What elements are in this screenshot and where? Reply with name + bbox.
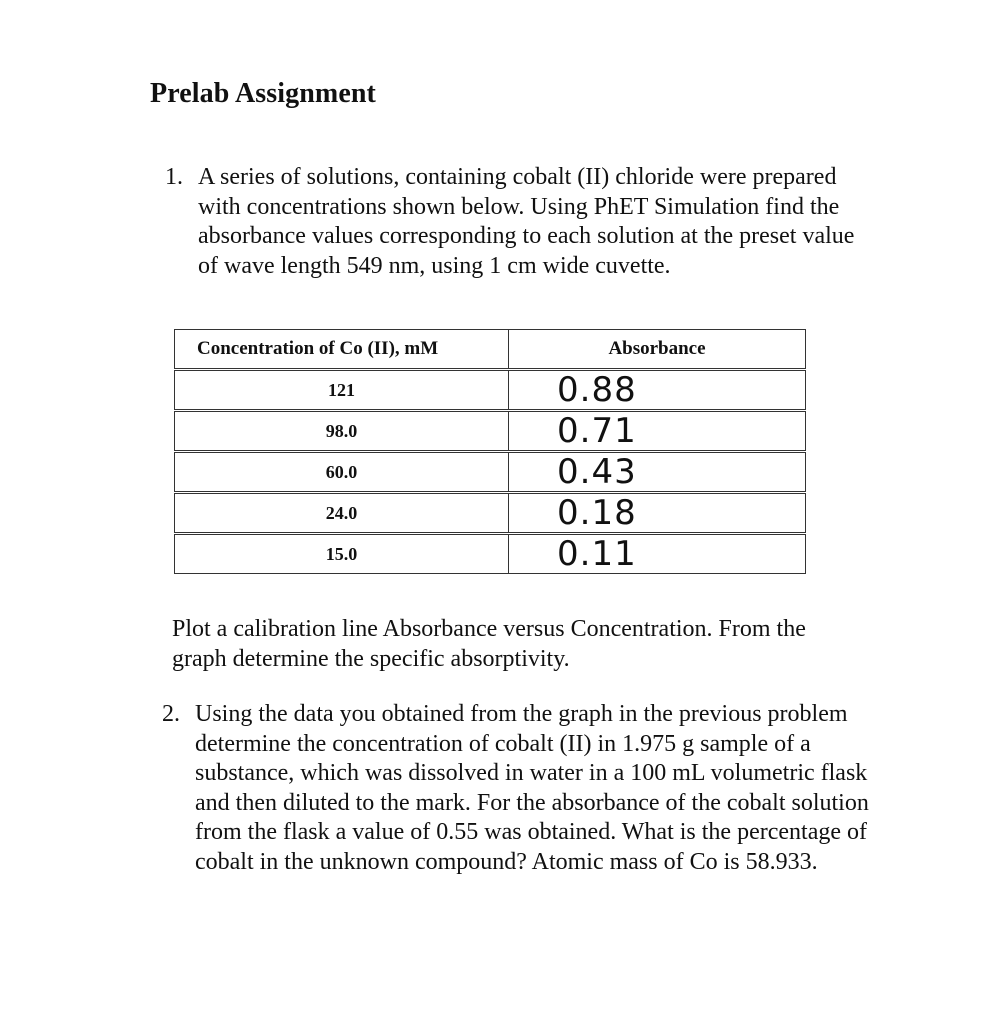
question-2-text: Using the data you obtained from the graph in the previous problem determine the concentration of cobalt (II) in 1.975 g sample of a substance, which was dissolved in water in a 100 mL volumetric flask and then diluted to the mark. For the absorbance of the cobalt solution from the flask a value of 0.55 was obtained. What is the percentage of cobalt in the unknown compound? Atomic mass of Co is 58.933. xyxy=(195,701,869,875)
question-1-text: A series of solutions, containing cobalt (II) chloride were prepared with concentrations shown below. Using PhET Simulation find the absorbance values corresponding to each solution at the preset value of wave length 549 nm, using 1 cm wide cuvette. xyxy=(198,164,855,279)
table-row xyxy=(175,370,806,411)
absorbance-cell: 0.18 xyxy=(509,493,806,534)
table-row xyxy=(175,411,806,452)
table-row xyxy=(175,534,806,574)
table-row xyxy=(175,452,806,493)
concentration-cell: 60.0 xyxy=(175,452,509,493)
question-1 xyxy=(165,163,885,281)
question-2 xyxy=(162,700,882,877)
question-2-number: 2. xyxy=(162,701,180,727)
concentration-absorbance-table-wrapper xyxy=(174,329,806,574)
concentration-absorbance-table xyxy=(174,329,806,574)
concentration-cell: 24.0 xyxy=(175,493,509,534)
absorbance-cell: 0.71 xyxy=(509,411,806,452)
page-title: Prelab Assignment xyxy=(150,78,376,109)
question-1-number: 1. xyxy=(165,164,183,190)
plot-instruction: Plot a calibration line Absorbance versus Concentration. From the graph determine the specific absorptivity. xyxy=(172,616,806,672)
absorbance-cell: 0.11 xyxy=(509,534,806,574)
absorbance-cell: 0.88 xyxy=(509,370,806,411)
absorbance-cell: 0.43 xyxy=(509,452,806,493)
table-row xyxy=(175,493,806,534)
header-concentration: Concentration of Co (II), mM xyxy=(175,330,509,370)
table-header-row xyxy=(175,330,806,370)
concentration-cell: 15.0 xyxy=(175,534,509,574)
concentration-cell: 98.0 xyxy=(175,411,509,452)
header-absorbance: Absorbance xyxy=(509,330,806,370)
concentration-cell: 121 xyxy=(175,370,509,411)
